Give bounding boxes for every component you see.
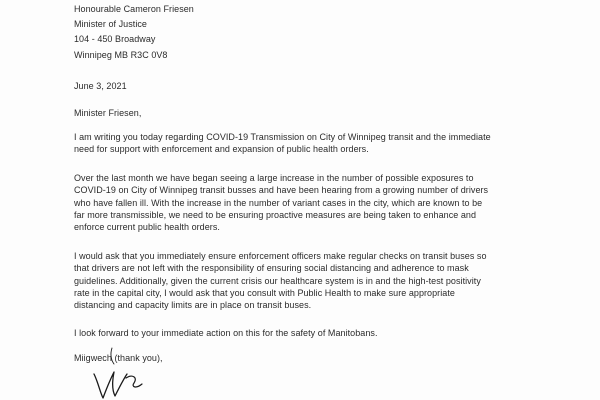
handwritten-signature-icon — [90, 344, 150, 400]
recipient-title: Minister of Justice — [74, 19, 147, 30]
paragraph-3 — [74, 250, 574, 311]
closing: Miigwech (thank you), — [74, 353, 163, 363]
paragraph-2 — [74, 172, 574, 233]
paragraph-line: guidelines. Additionally, given the current crisis our healthcare system is in and the high-test positivity — [74, 275, 481, 286]
paragraph-line: COVID-19 on City of Winnipeg transit busses and have been hearing from a growing number of drivers — [74, 185, 489, 196]
letter-date: June 3, 2021 — [74, 81, 127, 91]
recipient-name: Honourable Cameron Friesen — [74, 4, 194, 14]
paragraph-line: I look forward to your immediate action on this for the safety of Manitobans. — [74, 328, 378, 338]
paragraph-line: Over the last month we have began seeing a large increase in the number of possible exposures to — [74, 173, 474, 183]
paragraph-line: enforce current public health orders. — [74, 222, 220, 233]
paragraph-line: need for support with enforcement and expansion of public health orders. — [74, 144, 369, 155]
paragraph-line: far more transmissible, we need to be ensuring proactive measures are being taken to enhance and — [74, 209, 477, 220]
recipient-street: 104 - 450 Broadway — [74, 34, 156, 45]
salutation: Minister Friesen, — [74, 108, 142, 118]
paragraph-line: distancing and capacity limits are in place on transit buses. — [74, 300, 312, 311]
recipient-address — [74, 2, 574, 63]
paragraph-line: I would ask that you immediately ensure enforcement officers make regular checks on transit buses so — [74, 251, 487, 261]
paragraph-line: I am writing you today regarding COVID-19 Transmission on City of Winnipeg transit and the immediate — [74, 132, 491, 142]
paragraph-4 — [74, 327, 574, 339]
paragraph-line: rate in the capital city, I would ask that you consult with Public Health to make sure appropriate — [74, 287, 455, 298]
paragraph-1 — [74, 131, 574, 156]
paragraph-line: who have fallen ill. With the increase in the number of variant cases in the city, which are known to be — [74, 197, 483, 208]
paragraph-line: that drivers are not left with the responsibility of ensuring social distancing and adherence to mask — [74, 263, 469, 274]
recipient-city: Winnipeg MB R3C 0V8 — [74, 49, 168, 60]
